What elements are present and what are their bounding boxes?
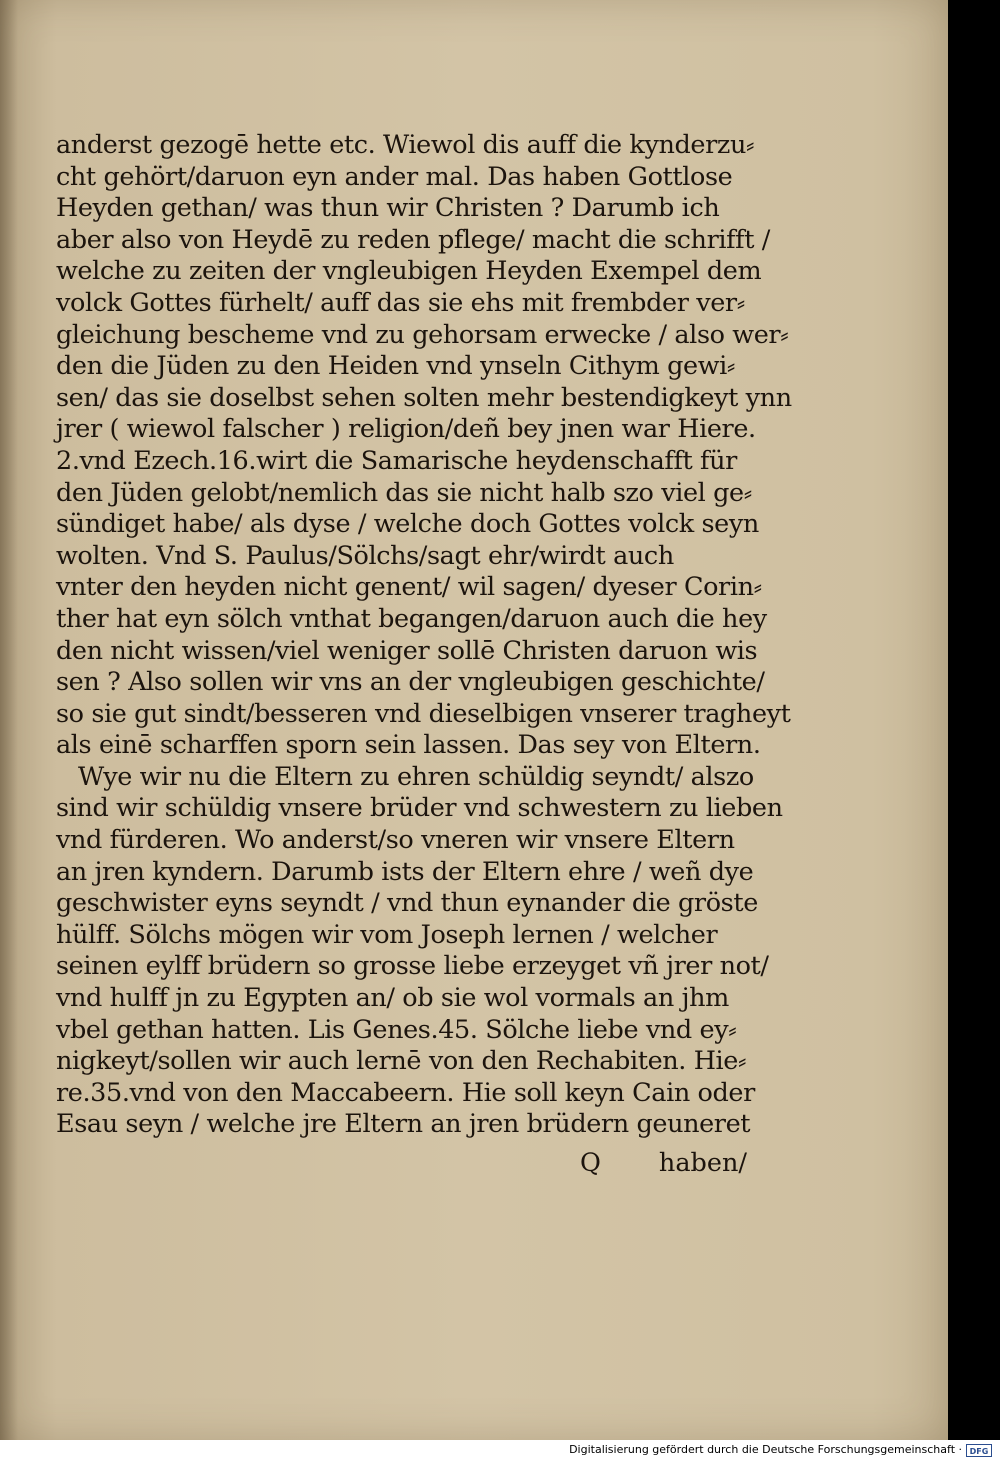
text-line: den nicht wissen/viel weniger sollē Christen daruon wis (56, 635, 758, 666)
spine-shadow (0, 0, 18, 1440)
text-line: sündiget habe/ als dyse / welche doch Gottes volck seyn (56, 509, 759, 540)
text-line: sen/ das sie doselbst sehen solten mehr bestendigkeyt ynn (56, 382, 792, 413)
text-line: sen ? Also sollen wir vns an der vngleubigen geschichte/ (56, 667, 765, 698)
text-line: wolten. Vnd S. Paulus/Sölchs/sagt ehr/wirdt auch (56, 540, 674, 571)
text-line: nigkeyt/sollen wir auch lernē von den Rechabiten. Hie⸗ (56, 1046, 747, 1077)
text-line: den die Jüden zu den Heiden vnd ynseln Cithym gewi⸗ (56, 351, 736, 382)
text-line: sind wir schüldig vnsere brüder vnd schwestern zu lieben (56, 793, 783, 824)
text-line: welche zu zeiten der vngleubigen Heyden Exempel dem (56, 256, 762, 287)
text-line: gleichung bescheme vnd zu gehorsam erwecke / also wer⸗ (56, 319, 789, 350)
catchword: haben/ (658, 1148, 747, 1178)
text-line: ther hat eyn sölch vnthat begangen/daruon auch die hey (56, 603, 767, 634)
text-line: vnd fürderen. Wo anderst/so vneren wir vnsere Eltern (56, 825, 735, 856)
text-line: anderst gezogē hette etc. Wiewol dis auff die kynderzu⸗ (56, 130, 755, 160)
text-line: vbel gethan hatten. Lis Genes.45. Sölche liebe vnd ey⸗ (56, 1014, 737, 1045)
text-line: cht gehört/daruon eyn ander mal. Das haben Gottlose (56, 161, 733, 192)
text-line: Wye wir nu die Eltern zu ehren schüldig seyndt/ alszo (78, 761, 754, 792)
text-line: seinen eylff brüdern so grosse liebe erzeyget vñ jrer not/ (56, 951, 769, 982)
text-line: Heyden gethan/ was thun wir Christen ? Darumb ich (56, 193, 720, 224)
text-line: an jren kyndern. Darumb ists der Eltern ehre / weñ dye (56, 856, 754, 887)
text-line: vnd hulff jn zu Egypten an/ ob sie wol vormals an jhm (56, 983, 729, 1014)
body-text (56, 130, 792, 1141)
text-line: so sie gut sindt/besseren vnd dieselbigen vnserer tragheyt (56, 698, 791, 729)
text-line: re.35.vnd von den Maccabeern. Hie soll keyn Cain oder (56, 1077, 755, 1108)
signature-mark: Q (580, 1148, 601, 1178)
catchline (580, 1148, 747, 1178)
footer-bar (0, 1440, 1000, 1461)
text-line: jrer ( wiewol falscher ) religion/deñ bey jnen war Hiere. (56, 414, 756, 445)
text-line: vnter den heyden nicht genent/ wil sagen/ dyeser Corin⸗ (56, 572, 762, 603)
text-line: aber also von Heydē zu reden pflege/ macht die schrifft / (56, 224, 770, 255)
text-line: als einē scharffen sporn sein lassen. Das sey von Eltern. (56, 730, 761, 761)
text-line: 2.vnd Ezech.16.wirt die Samarische heydenschafft für (56, 445, 737, 476)
text-line: geschwister eyns seyndt / vnd thun eynander die gröste (56, 888, 758, 919)
text-line: Esau seyn / welche jre Eltern an jren brüdern geuneret (56, 1109, 751, 1140)
funding-credit: Digitalisierung gefördert durch die Deutsche Forschungsgemeinschaft · (569, 1443, 962, 1456)
text-line: volck Gottes fürhelt/ auff das sie ehs mit frembder ver⸗ (56, 287, 745, 318)
text-line: den Jüden gelobt/nemlich das sie nicht halb szo viel ge⸗ (56, 477, 752, 508)
text-line: hülff. Sölchs mögen wir vom Joseph lernen / welcher (56, 919, 718, 950)
dfg-logo: DFG (966, 1444, 992, 1457)
